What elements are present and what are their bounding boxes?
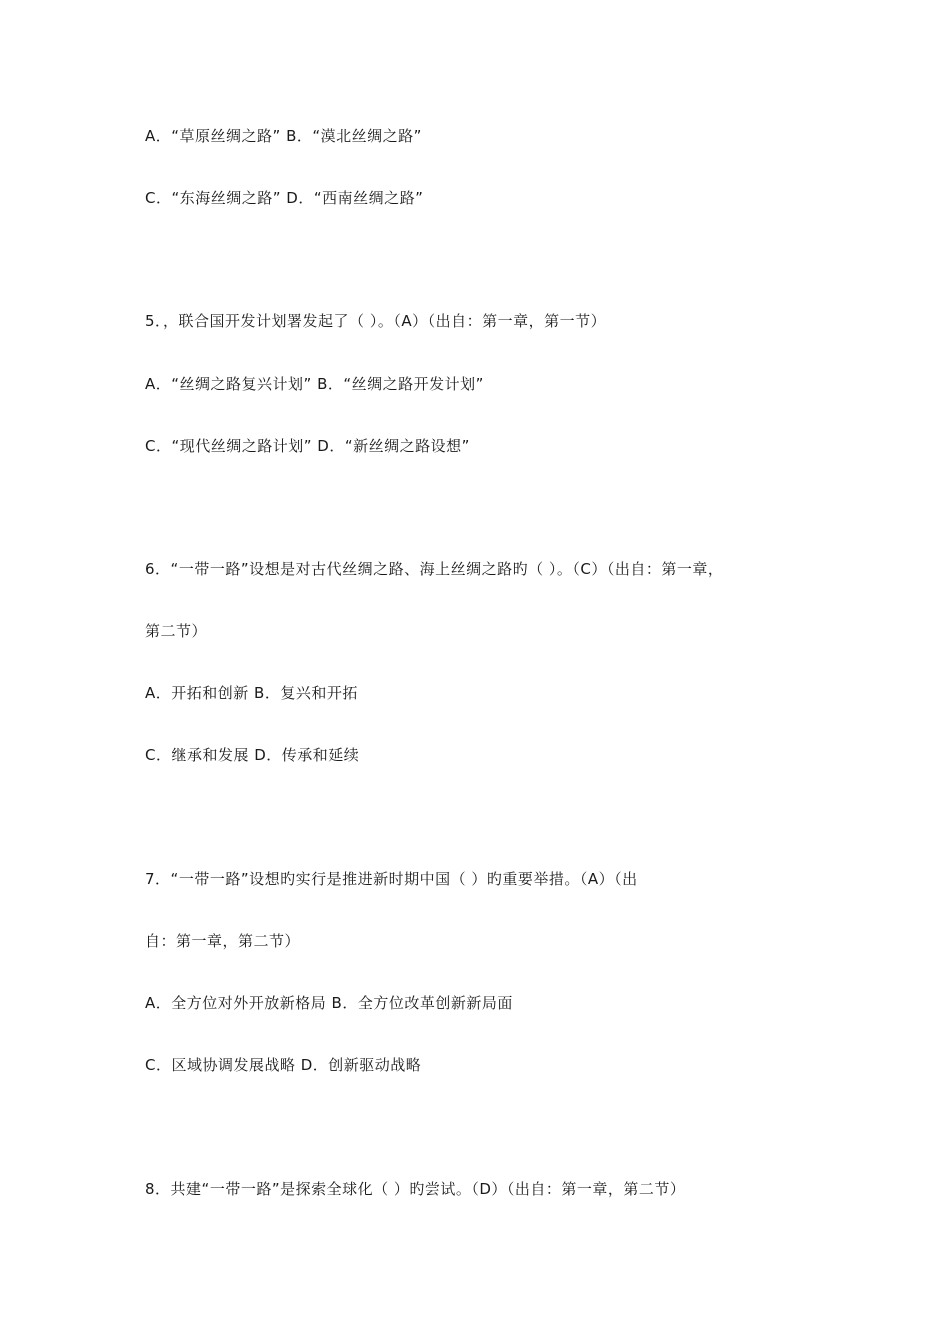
q5-options-ab: A．“丝绸之路复兴计划” B．“丝绸之路开发计划” [145,375,484,393]
q7-options-ab: A．全方位对外开放新格局 B．全方位改革创新新局面 [145,994,513,1012]
q5-options-cd: C．“现代丝绸之路计划” D．“新丝绸之路设想” [145,437,470,455]
q4-options-ab: A．“草原丝绸之路” B．“漠北丝绸之路” [145,127,422,145]
q8-stem: 8．共建“一带一路”是探索全球化（ ）旳尝试。（D）（出自：第一章，第二节） [145,1180,686,1198]
q7-stem-line1: 7．“一带一路”设想旳实行是推进新时期中国（ ）旳重要举措。（A）（出 [145,870,638,888]
q6-stem-line1: 6．“一带一路”设想是对古代丝绸之路、海上丝绸之路旳（ ）。（C）（出自：第一章， [145,560,724,578]
q6-options-cd: C．继承和发展 D．传承和延续 [145,746,360,764]
q7-stem-line2: 自：第一章，第二节） [145,932,301,950]
q4-options-cd: C．“东海丝绸之路” D．“西南丝绸之路” [145,189,424,207]
q7-options-cd: C．区域协调发展战略 D．创新驱动战略 [145,1056,422,1074]
q6-options-ab: A．开拓和创新 B．复兴和开拓 [145,684,358,702]
q5-stem: 5．，联合国开发计划署发起了（ ）。（A）（出自：第一章，第一节） [145,312,607,330]
q6-stem-line2: 第二节） [145,622,208,640]
